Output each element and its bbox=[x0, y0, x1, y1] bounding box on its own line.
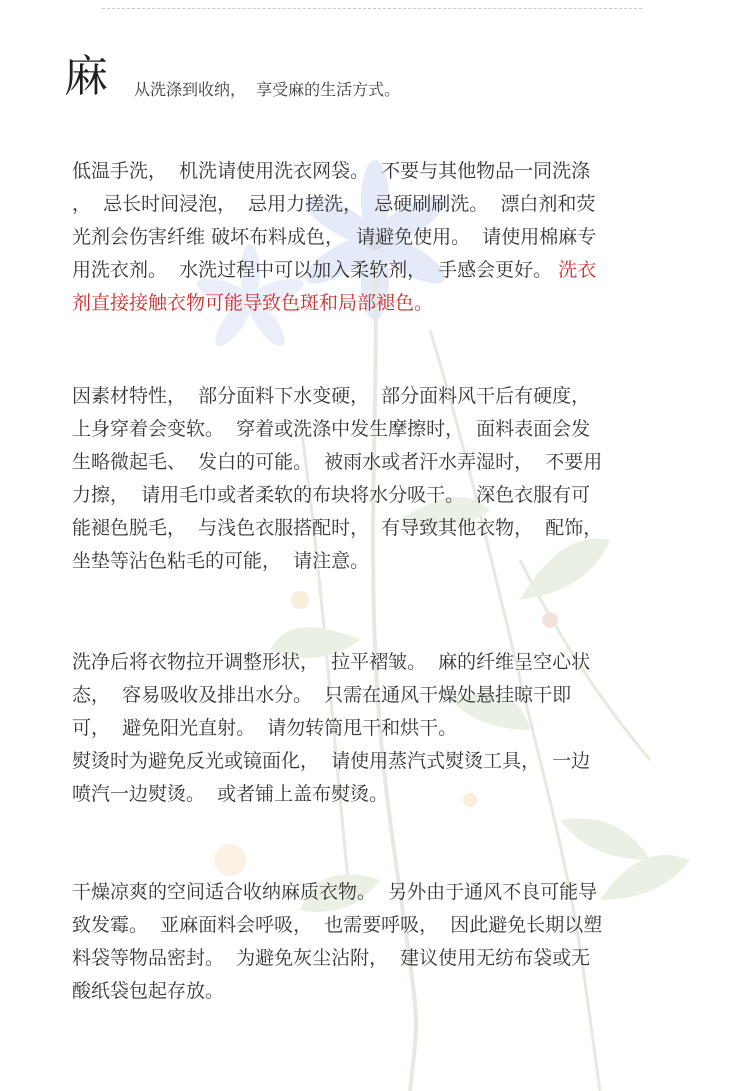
text-line: 喷汽一边熨烫。 或者铺上盖布熨烫。 bbox=[72, 783, 389, 805]
text-line: 生略微起毛、 发白的可能。 被雨水或者汗水弄湿时， 不要用 bbox=[72, 451, 603, 473]
text-line: 坐垫等沾色粘毛的可能， 请注意。 bbox=[72, 550, 370, 572]
header-title-char: 麻 bbox=[64, 51, 108, 102]
text-line: 熨烫时为避免反光或镜面化， 请使用蒸汽式熨烫工具， 一边 bbox=[72, 750, 591, 772]
text-line: 光剂会伤害纤维 破坏布料成色， 请避免使用。 请使用棉麻专 bbox=[72, 226, 597, 248]
text-line-with-warning bbox=[72, 254, 672, 287]
text-line: 态， 容易吸收及排出水分。 只需在通风干燥处悬挂晾干即 bbox=[72, 684, 572, 706]
text-line: 低温手洗， 机洗请使用洗衣网袋。 不要与其他物品一同洗涤 bbox=[72, 160, 591, 182]
text-line: 酸纸袋包起存放。 bbox=[72, 980, 225, 1002]
text-line: 干燥凉爽的空间适合收纳麻质衣物。 另外由于通风不良可能导 bbox=[72, 881, 598, 903]
storage-instructions bbox=[72, 876, 672, 1008]
warning-text: 洗衣 bbox=[552, 259, 597, 281]
header bbox=[64, 52, 400, 102]
text-line: 可， 避免阳光直射。 请勿转筒甩干和烘干。 bbox=[72, 717, 458, 739]
text-line: 能褪色脱毛， 与浅色衣服搭配时， 有导致其他衣物， 配饰， bbox=[72, 517, 603, 539]
text-line: 洗净后将衣物拉开调整形状， 拉平褶皱。 麻的纤维呈空心状 bbox=[72, 651, 591, 673]
material-notes bbox=[72, 380, 672, 578]
text-line: ， 忌长时间浸泡， 忌用力搓洗， 忌硬刷刷洗。 漂白剂和荧 bbox=[72, 193, 596, 215]
text-line: 致发霉。 亚麻面料会呼吸， 也需要呼吸， 因此避免长期以塑 bbox=[72, 914, 603, 936]
warning-text: 剂直接接触衣物可能导致色斑和局部褪色。 bbox=[72, 292, 434, 314]
text-line: 上身穿着会变软。 穿着或洗涤中发生摩擦时， 面料表面会发 bbox=[72, 418, 591, 440]
text-line: 料袋等物品密封。 为避免灰尘沾附， 建议使用无纺布袋或无 bbox=[72, 947, 591, 969]
washing-instructions bbox=[72, 155, 672, 320]
text-line: 因素材特性， 部分面料下水变硬， 部分面料风干后有硬度， bbox=[72, 385, 591, 407]
text-line: 力擦， 请用毛巾或者柔软的布块将水分吸干。 深色衣服有可 bbox=[72, 484, 591, 506]
header-subtitle: 从洗涤到收纳， 享受麻的生活方式。 bbox=[134, 80, 401, 99]
text-segment: 用洗衣剂。 水洗过程中可以加入柔软剂， 手感会更好。 bbox=[72, 259, 553, 281]
drying-ironing-instructions bbox=[72, 646, 672, 811]
